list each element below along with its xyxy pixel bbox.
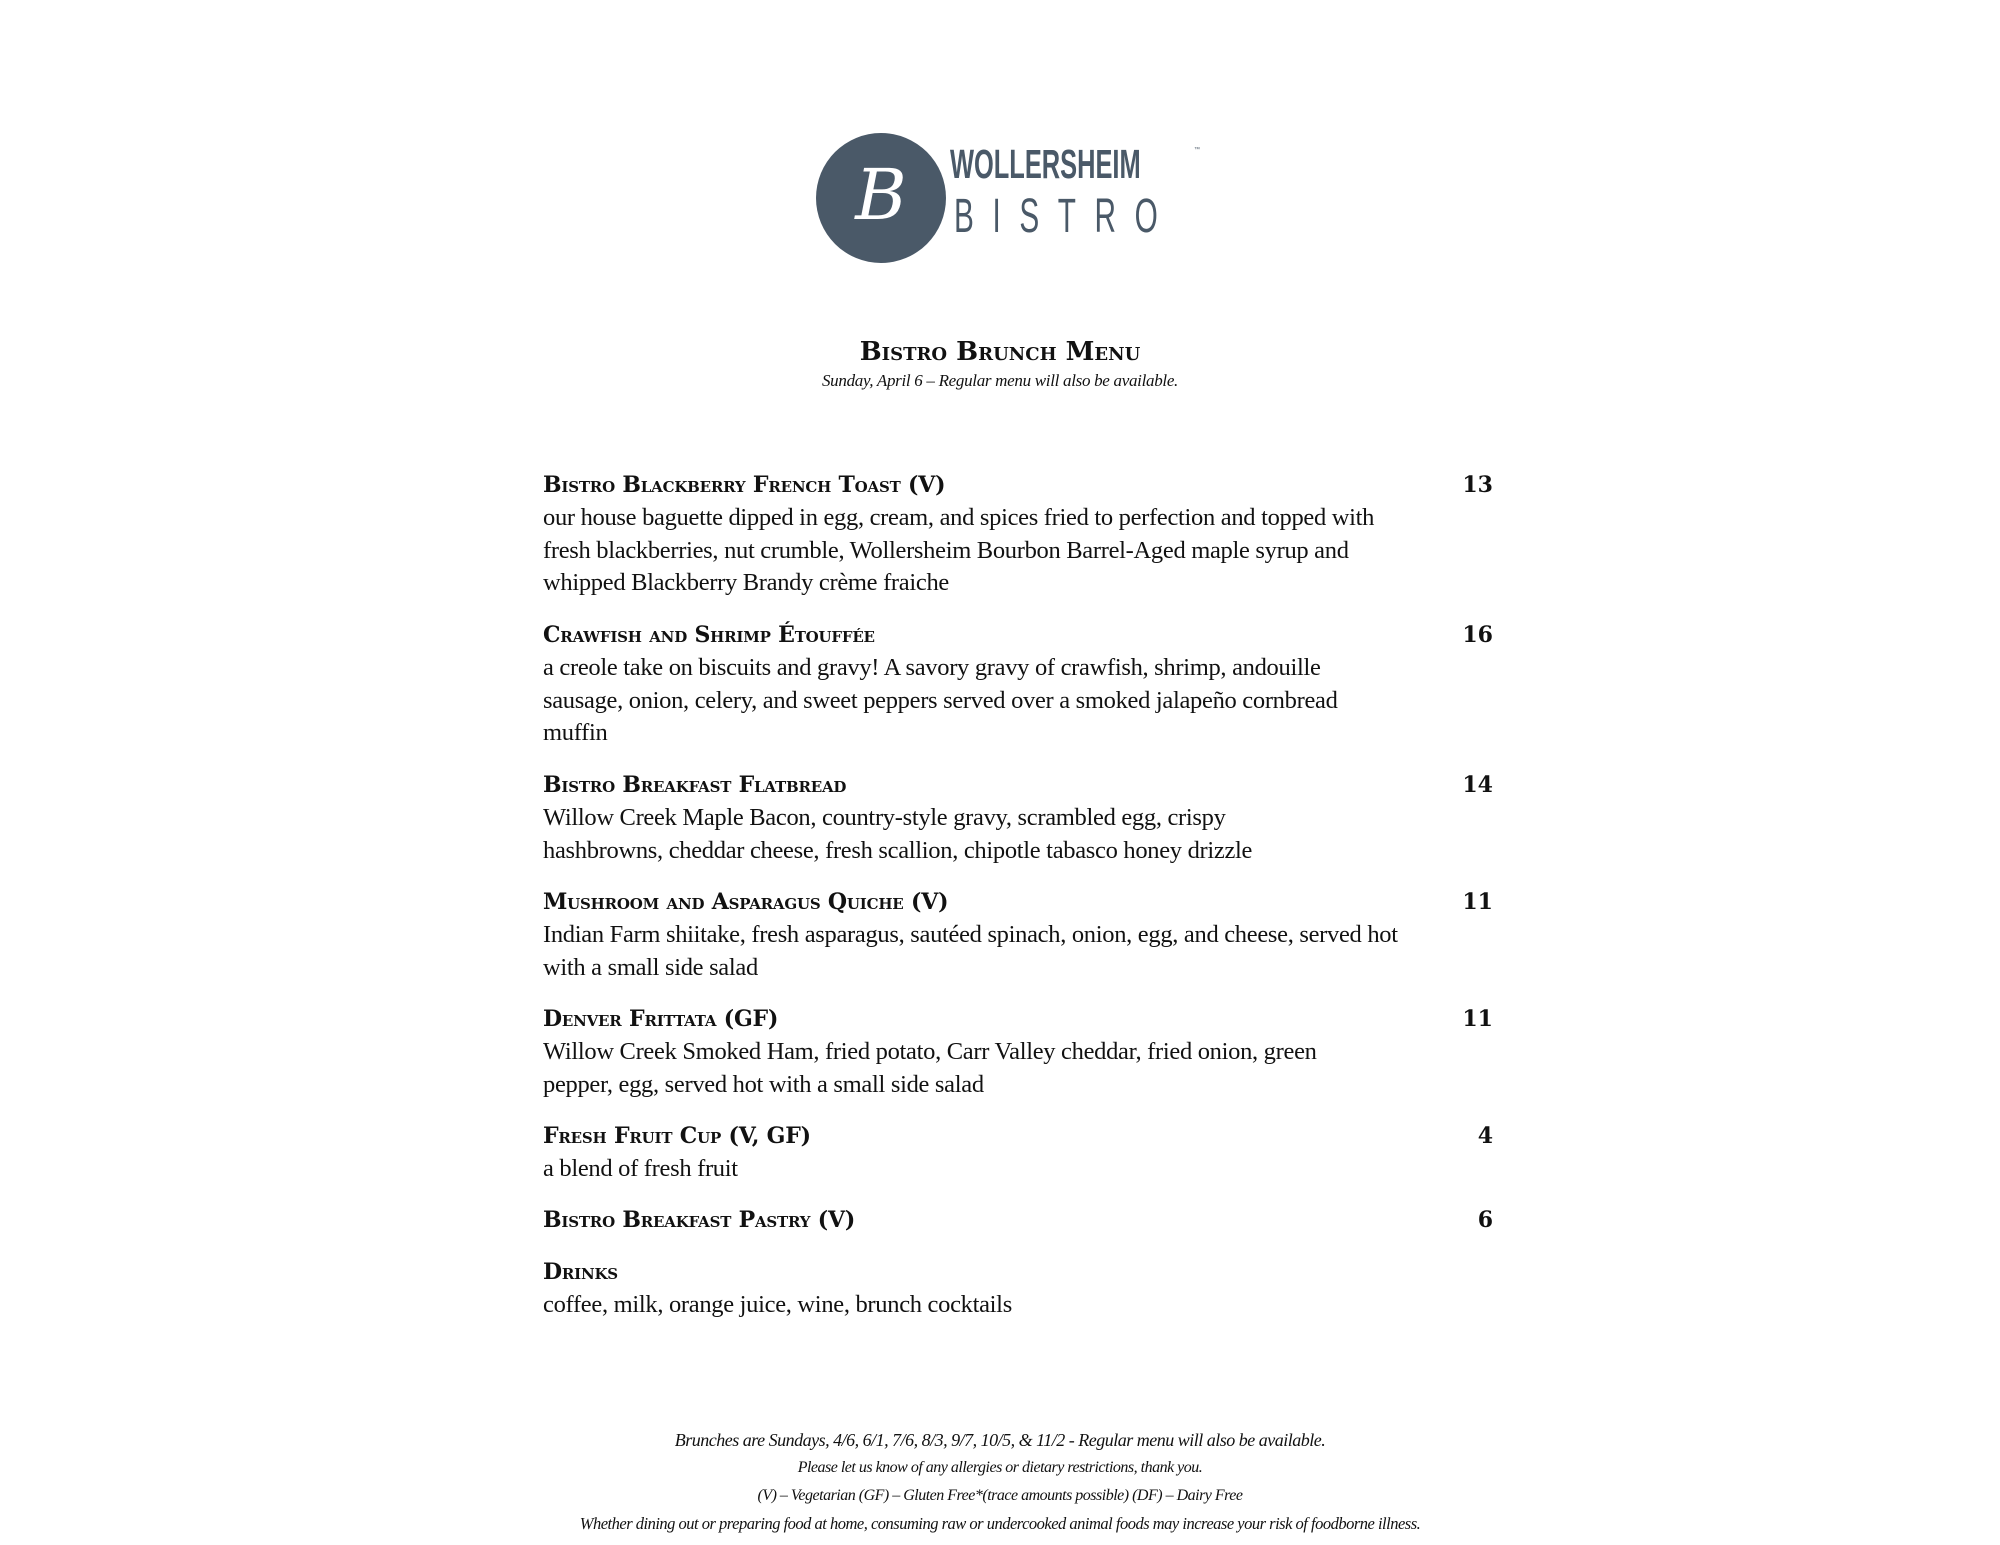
footer-allergy-note: Please let us know of any allergies or dietary restrictions, thank you.	[797, 1459, 1203, 1476]
monogram-b-icon	[816, 133, 946, 263]
footer-food-safety-warning: Whether dining out or preparing food at home, consuming raw or undercooked animal foods may increase your risk of foodborne illness.	[579, 1514, 1421, 1533]
menu-item-description: a creole take on biscuits and gravy! A savory gravy of crawfish, shrimp, andouille sausage, onion, celery, and sweet peppers served over a smoked jalapeño cornbread muffin	[543, 654, 1338, 746]
menu-item-price: 6	[1477, 1207, 1493, 1233]
menu-item-name: Mushroom and Asparagus Quiche (V)	[543, 889, 949, 915]
menu-subtitle: Sunday, April 6 – Regular menu will also be available.	[821, 371, 1179, 390]
menu-item-description: Willow Creek Smoked Ham, fried potato, Carr Valley cheddar, fried onion, green pepper, egg, served hot with a small side salad	[543, 1038, 1317, 1098]
footer-dietary-legend: (V) – Vegetarian (GF) – Gluten Free*(trace amounts possible) (DF) – Dairy Free	[757, 1487, 1243, 1504]
menu-item-price: 16	[1462, 622, 1493, 648]
bistro-logo	[816, 133, 1200, 263]
menu-item-name: Drinks	[543, 1259, 618, 1285]
menu-item-name: Bistro Breakfast Flatbread	[543, 772, 847, 798]
logo-monogram-circle	[816, 133, 946, 263]
menu-item-description: our house baguette dipped in egg, cream, and spices fried to perfection and topped with fresh blackberries, nut crumble, Wollersheim Bourbon Barrel-Aged maple syrup and whipped Blackberry Brandy crème fraiche	[543, 504, 1375, 596]
menu-item-name: Bistro Blackberry French Toast (V)	[543, 472, 946, 498]
logo-trademark: ™	[1194, 147, 1200, 153]
menu-item-description: coffee, milk, orange juice, wine, brunch cocktails	[543, 1291, 1012, 1318]
menu-item-price: 11	[1462, 1006, 1493, 1032]
menu-item-price: 11	[1462, 889, 1493, 915]
menu-item-name: Fresh Fruit Cup (V, GF)	[543, 1123, 811, 1149]
menu-item-description: a blend of fresh fruit	[543, 1155, 738, 1182]
menu-item-price: 4	[1477, 1123, 1493, 1149]
menu-item-description: Indian Farm shiitake, fresh asparagus, sautéed spinach, onion, egg, and cheese, served hot with a small side salad	[543, 921, 1398, 981]
menu-footer	[0, 1426, 2000, 1538]
menu-title: Bistro Brunch Menu	[859, 337, 1141, 367]
menu-item-name: Crawfish and Shrimp Étouffée	[543, 622, 875, 648]
svg-text:B: B	[855, 154, 907, 236]
menu-item-price: 13	[1462, 472, 1493, 498]
menu-item-name: Denver Frittata (GF)	[543, 1006, 779, 1032]
logo-name-line1: WOLLERSHEIM	[950, 141, 1141, 187]
footer-brunch-dates: Brunches are Sundays, 4/6, 6/1, 7/6, 8/3, 9/7, 10/5, & 11/2 - Regular menu will also be available.	[674, 1430, 1326, 1450]
menu-item-price: 14	[1462, 772, 1493, 798]
menu-item-name: Bistro Breakfast Pastry (V)	[543, 1207, 856, 1233]
logo-name-line2: BISTRO	[954, 190, 1177, 243]
menu-item-description: Willow Creek Maple Bacon, country-style gravy, scrambled egg, crispy hashbrowns, cheddar cheese, fresh scallion, chipotle tabasco honey drizzle	[543, 804, 1253, 864]
